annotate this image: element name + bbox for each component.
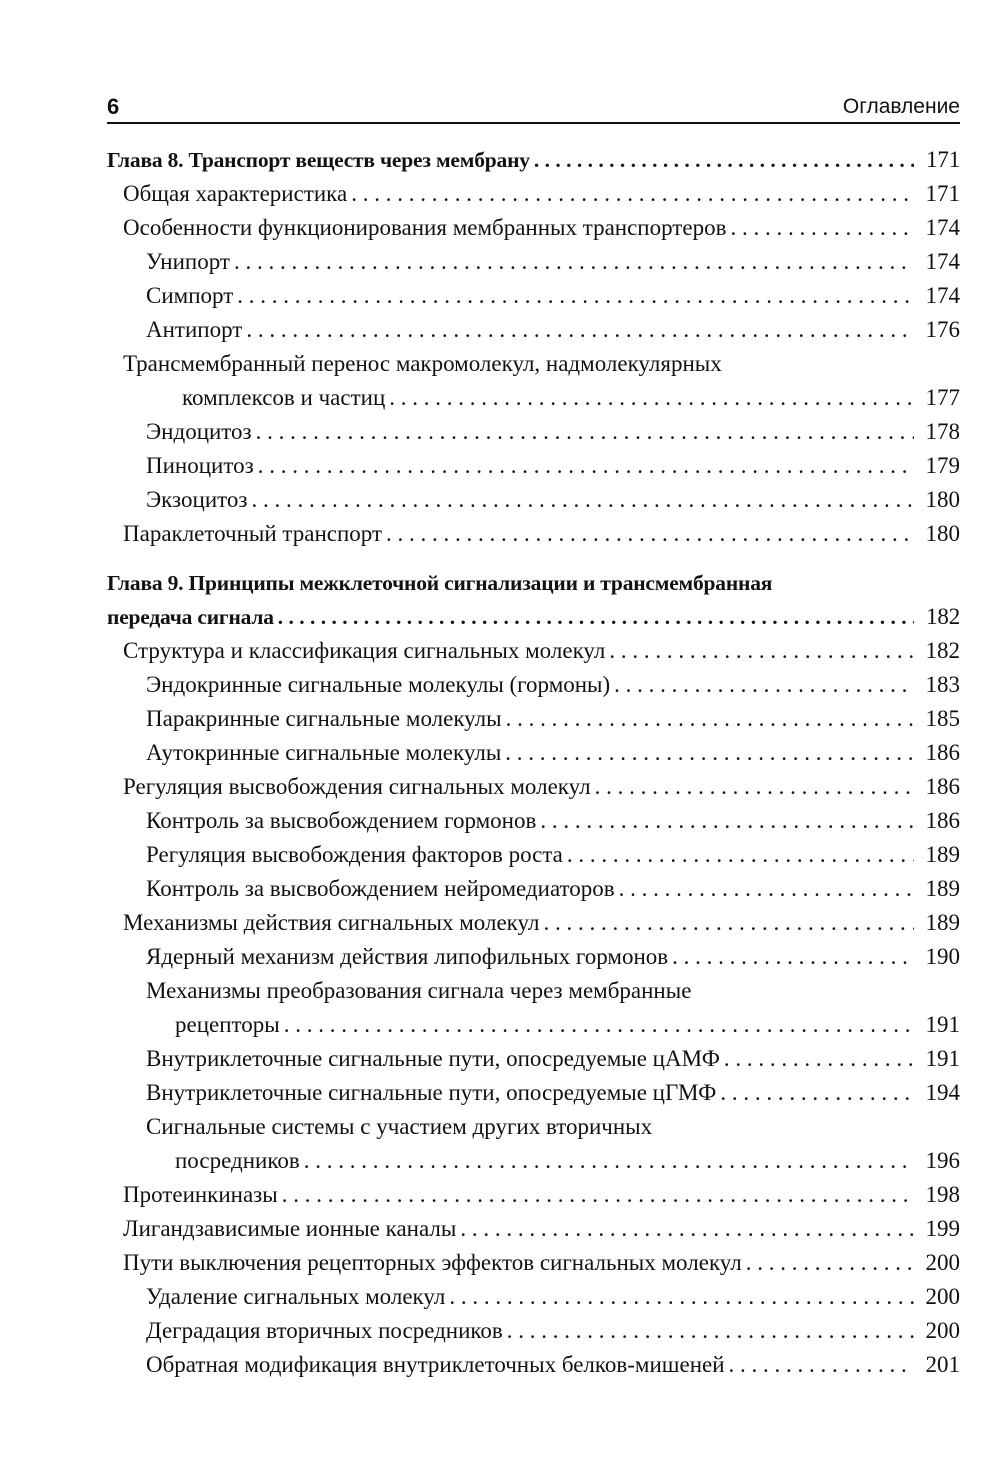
dot-leader	[234, 245, 914, 279]
dot-leader	[278, 600, 914, 634]
toc-page-number: 200	[925, 1318, 960, 1343]
toc-entry	[107, 347, 960, 415]
toc-entry-title: Особенности функционирования мембранных транспортеров	[123, 215, 727, 240]
toc-entry	[107, 1314, 960, 1348]
dot-leader	[237, 279, 914, 313]
dot-leader	[351, 177, 914, 211]
dot-leader	[256, 415, 914, 449]
toc-entry-title: Лигандзависимые ионные каналы	[123, 1216, 457, 1241]
toc-entry-title: Аутокринные сигнальные молекулы	[146, 740, 502, 765]
dot-leader	[619, 872, 914, 906]
dot-leader	[507, 1314, 914, 1348]
toc-page-number: 200	[925, 1250, 960, 1275]
dot-leader	[609, 634, 914, 668]
toc-entry-title-continued: посредников	[175, 1148, 300, 1173]
dot-leader	[386, 517, 914, 551]
toc-entry	[107, 279, 960, 313]
toc-entry	[107, 702, 960, 736]
toc-page-number: 180	[925, 487, 960, 512]
toc-entry-title: Общая характеристика	[123, 181, 348, 206]
dot-leader	[534, 143, 914, 177]
dot-leader	[543, 906, 914, 940]
toc-page-number: 182	[925, 638, 960, 663]
dot-leader	[595, 770, 914, 804]
dot-leader	[720, 1076, 914, 1110]
dot-leader	[614, 668, 914, 702]
toc-page-number: 174	[925, 249, 960, 274]
toc-page-number: 199	[925, 1216, 960, 1241]
toc-entry	[107, 1280, 960, 1314]
toc-entry-title: Паракринные сигнальные молекулы	[146, 706, 502, 731]
toc-entry-title: Симпорт	[146, 283, 234, 308]
toc-entry-title: Структура и классификация сигнальных молекул	[123, 638, 606, 663]
toc-page-number: 182	[926, 604, 960, 629]
toc-entry-title: Механизмы действия сигнальных молекул	[123, 910, 540, 935]
toc-page-number: 186	[925, 774, 960, 799]
toc-entry	[107, 245, 960, 279]
toc-page-number: 177	[925, 385, 960, 410]
toc-entry-title: Пиноцитоз	[146, 453, 254, 478]
toc-page-number: 194	[925, 1080, 960, 1105]
toc-entry-title: Антипорт	[146, 317, 243, 342]
toc-entry-title-continued: передача сигнала	[107, 605, 274, 629]
toc-chapter	[107, 566, 960, 634]
toc-page-number: 178	[925, 419, 960, 444]
toc-entry	[107, 906, 960, 940]
toc-page-number: 174	[925, 215, 960, 240]
toc-page-number: 171	[925, 181, 960, 206]
toc-entry-title: Внутриклеточные сигнальные пути, опосредуемые цАМФ	[146, 1046, 720, 1071]
toc-page-number: 179	[925, 453, 960, 478]
toc-entry	[107, 1246, 960, 1280]
toc-entry	[107, 483, 960, 517]
toc-entry	[107, 313, 960, 347]
toc-page-number: 189	[925, 876, 960, 901]
dot-leader	[730, 211, 914, 245]
toc-entry	[107, 940, 960, 974]
toc-entry	[107, 872, 960, 906]
toc-entry-title: Регуляция высвобождения факторов роста	[146, 842, 563, 867]
running-title: Оглавление	[842, 95, 960, 118]
dot-leader	[251, 483, 914, 517]
dot-leader	[449, 1280, 914, 1314]
toc-entry-title: Эндоцитоз	[146, 419, 252, 444]
toc-entry-title: Контроль за высвобождением гормонов	[146, 808, 537, 833]
toc-entry-title: Унипорт	[146, 249, 230, 274]
toc-page-number: 186	[925, 808, 960, 833]
toc-page-number: 201	[925, 1352, 960, 1377]
toc-chapter	[107, 143, 960, 177]
table-of-contents	[107, 143, 960, 1382]
toc-entry-title: Трансмембранный перенос макромолекул, надмолекулярных	[123, 351, 722, 376]
toc-page-number: 176	[925, 317, 960, 342]
toc-page-number: 183	[925, 672, 960, 697]
toc-page-number: 200	[925, 1284, 960, 1309]
toc-entry-title: Протеинкиназы	[123, 1182, 278, 1207]
toc-page-number: 189	[925, 910, 960, 935]
toc-entry-title: Пути выключения рецепторных эффектов сигнальных молекул	[123, 1250, 742, 1275]
toc-entry	[107, 770, 960, 804]
toc-page-number: 191	[925, 1012, 960, 1037]
toc-entry-title: Эндокринные сигнальные молекулы (гормоны)	[146, 672, 611, 697]
dot-leader	[746, 1246, 914, 1280]
toc-entry	[107, 736, 960, 770]
toc-entry-title-continued: комплексов и частиц	[182, 385, 386, 410]
toc-entry	[107, 449, 960, 483]
toc-page-number: 185	[925, 706, 960, 731]
toc-entry	[107, 517, 960, 551]
toc-entry-title: Параклеточный транспорт	[123, 521, 383, 546]
toc-entry-title: Глава 9. Принципы межклеточной сигнализации и трансмембранная	[107, 571, 773, 595]
toc-page-number: 171	[926, 147, 960, 172]
dot-leader	[724, 1042, 914, 1076]
toc-entry	[107, 1076, 960, 1110]
toc-entry	[107, 1110, 960, 1178]
toc-entry	[107, 974, 960, 1042]
page-number: 6	[107, 94, 120, 119]
dot-leader	[540, 804, 914, 838]
toc-page-number: 174	[925, 283, 960, 308]
toc-page-number: 191	[925, 1046, 960, 1071]
dot-leader	[304, 1144, 914, 1178]
toc-entry-title: Деградация вторичных посредников	[146, 1318, 503, 1343]
toc-entry-title: Внутриклеточные сигнальные пути, опосредуемые цГМФ	[146, 1080, 717, 1105]
toc-entry	[107, 1212, 960, 1246]
toc-entry-title: Экзоцитоз	[146, 487, 248, 512]
toc-entry	[107, 1178, 960, 1212]
dot-leader	[389, 381, 914, 415]
toc-entry-title-continued: рецепторы	[175, 1012, 280, 1037]
dot-leader	[567, 838, 914, 872]
toc-entry	[107, 668, 960, 702]
toc-entry	[107, 1348, 960, 1382]
toc-page-number: 198	[925, 1182, 960, 1207]
toc-entry	[107, 211, 960, 245]
dot-leader	[284, 1008, 914, 1042]
dot-leader	[505, 736, 914, 770]
toc-page-number: 186	[925, 740, 960, 765]
dot-leader	[258, 449, 914, 483]
toc-entry	[107, 804, 960, 838]
toc-entry-title: Контроль за высвобождением нейромедиаторов	[146, 876, 615, 901]
toc-page-number: 196	[925, 1148, 960, 1173]
toc-page-number: 190	[925, 944, 960, 969]
toc-entry-title: Удаление сигнальных молекул	[146, 1284, 446, 1309]
toc-entry-title: Ядерный механизм действия липофильных гормонов	[146, 944, 669, 969]
toc-entry	[107, 838, 960, 872]
toc-entry	[107, 634, 960, 668]
toc-entry	[107, 1042, 960, 1076]
toc-entry-title: Обратная модификация внутриклеточных белков-мишеней	[146, 1352, 725, 1377]
dot-leader	[729, 1348, 914, 1382]
dot-leader	[672, 940, 914, 974]
toc-entry-title: Механизмы преобразования сигнала через мембранные	[146, 978, 692, 1003]
toc-entry	[107, 415, 960, 449]
dot-leader	[460, 1212, 914, 1246]
toc-entry	[107, 177, 960, 211]
dot-leader	[282, 1178, 914, 1212]
toc-page-number: 189	[925, 842, 960, 867]
running-header	[107, 92, 960, 124]
toc-entry-title: Сигнальные системы с участием других вторичных	[146, 1114, 653, 1139]
toc-entry-title: Глава 8. Транспорт веществ через мембрану	[107, 148, 530, 172]
toc-page-number: 180	[925, 521, 960, 546]
toc-entry-title: Регуляция высвобождения сигнальных молекул	[123, 774, 591, 799]
dot-leader	[506, 702, 914, 736]
dot-leader	[246, 313, 914, 347]
